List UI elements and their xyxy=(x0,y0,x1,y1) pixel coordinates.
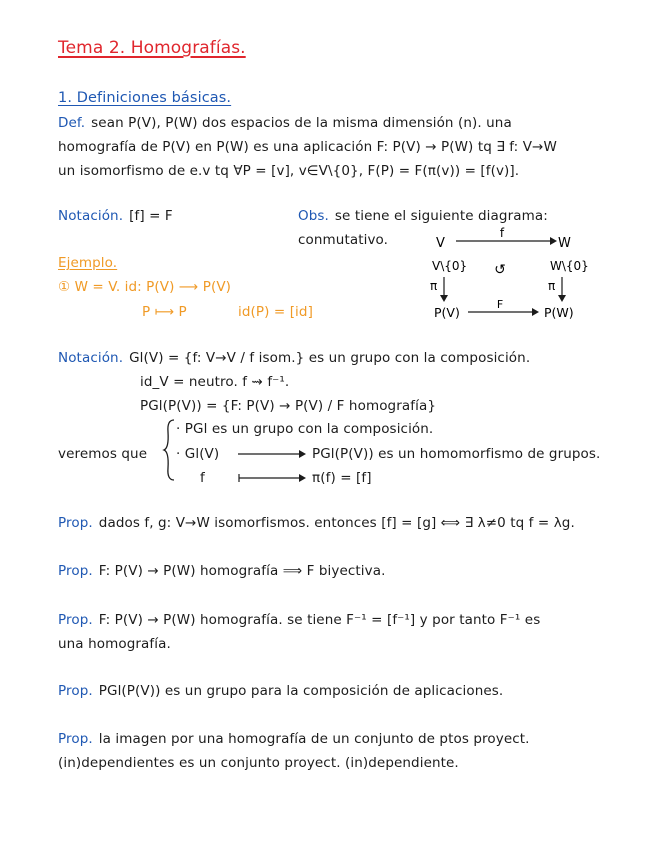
prop-5-line-1 xyxy=(58,731,530,747)
notation-1 xyxy=(58,208,173,224)
diagram-bottom-arrowhead xyxy=(532,308,539,316)
example-line-1: ① W = V. id: P(V) ⟶ P(V) xyxy=(58,279,232,295)
definition-label: Def. xyxy=(58,115,86,131)
diagram-top-right: W xyxy=(558,236,571,251)
notation-2-line-2: id_V = neutro. f ⇝ f⁻¹. xyxy=(140,374,290,390)
diagram-right-arrowhead xyxy=(558,295,566,302)
definition-line-2: homografía de P(V) en P(W) es una aplicación F: P(V) → P(W) tq ∃ f: V→W xyxy=(58,139,557,155)
prop-label: Prop. xyxy=(58,731,93,747)
definition-line-3: un isomorfismo de e.v tq ∀P = [v], v∈V\{0}, F(P) = F(π(v)) = [f(v)]. xyxy=(58,163,520,179)
prop-text: PGl(P(V)) es un grupo para la composición de aplicaciones. xyxy=(98,683,504,699)
page-title: Tema 2. Homografías. xyxy=(58,38,246,58)
homomorphism-arrow xyxy=(236,448,308,460)
diagram-left-arrowhead xyxy=(440,295,448,302)
prop-4 xyxy=(58,683,503,699)
observation-text: se tiene el siguiente diagrama: xyxy=(334,208,548,224)
diagram-bottom-arrow-label: F xyxy=(496,298,504,311)
prop-text: F: P(V) → P(W) homografía. se tiene F⁻¹ = [f⁻¹] y por tanto F⁻¹ es xyxy=(98,612,541,628)
veremos-line-2b: PGl(P(V)) es un homomorfismo de grupos. xyxy=(312,446,601,462)
mapsto-arrow xyxy=(236,472,308,484)
example-line-2b: id(P) = [id] xyxy=(238,304,313,320)
diagram-top-left: V xyxy=(436,236,445,251)
diagram-bottom-right: P(W) xyxy=(544,305,574,320)
notation-2-line-3: PGl(P(V)) = {F: P(V) → P(V) / F homografía} xyxy=(140,398,437,414)
prop-label: Prop. xyxy=(58,683,93,699)
diagram-commute-icon: ↺ xyxy=(494,262,506,278)
veremos-line-3b: π(f) = [f] xyxy=(312,470,372,486)
prop-2 xyxy=(58,563,385,579)
example-label: Ejemplo. xyxy=(58,255,118,271)
observation-line-1 xyxy=(298,208,548,224)
prop-label: Prop. xyxy=(58,612,93,628)
notation-2-line-1 xyxy=(58,350,530,366)
prop-3-line-2: una homografía. xyxy=(58,636,171,652)
notation-label: Notación. xyxy=(58,208,124,224)
section-heading: 1. Definiciones básicas. xyxy=(58,90,232,106)
example-line-2a: P ⟼ P xyxy=(142,304,187,320)
notation-2-label: Notación. xyxy=(58,350,124,366)
diagram-pi-right: π xyxy=(548,279,556,293)
definition-text-1: sean P(V), P(W) dos espacios de la misma dimensión (n). una xyxy=(91,115,512,131)
prop-label: Prop. xyxy=(58,515,93,531)
diagram-mid-left: V\{0} xyxy=(432,259,468,273)
observation-line-2: conmutativo. xyxy=(298,232,389,248)
diagram-pi-left: π xyxy=(430,279,438,293)
notation-text: [f] = F xyxy=(129,208,173,224)
definition-line-1 xyxy=(58,115,512,131)
veremos-line-1: · PGl es un grupo con la composición. xyxy=(176,421,434,437)
prop-text: F: P(V) → P(W) homografía ⟹ F biyectiva. xyxy=(98,563,386,579)
diagram-bottom-left: P(V) xyxy=(434,305,460,320)
veremos-line-3a: f xyxy=(200,470,205,486)
notation-2-text: Gl(V) = {f: V→V / f isom.} es un grupo con la composición. xyxy=(129,350,531,366)
prop-1 xyxy=(58,515,575,531)
commutative-diagram xyxy=(410,226,620,326)
prop-5-line-2: (in)dependientes es un conjunto proyect. (in)dependiente. xyxy=(58,755,459,771)
diagram-mid-right: W\{0} xyxy=(550,259,589,273)
observation-label: Obs. xyxy=(298,208,329,224)
diagram-top-arrowhead xyxy=(550,237,557,245)
prop-label: Prop. xyxy=(58,563,93,579)
left-brace xyxy=(162,418,176,482)
veremos-label: veremos que xyxy=(58,446,148,462)
prop-text: dados f, g: V→W isomorfismos. entonces [f] = [g] ⟺ ∃ λ≠0 tq f = λg. xyxy=(98,515,575,531)
prop-3-line-1 xyxy=(58,612,540,628)
prop-text: la imagen por una homografía de un conjunto de ptos proyect. xyxy=(98,731,530,747)
diagram-top-arrow-label: f xyxy=(499,226,505,240)
veremos-line-2a: · Gl(V) xyxy=(176,446,220,462)
